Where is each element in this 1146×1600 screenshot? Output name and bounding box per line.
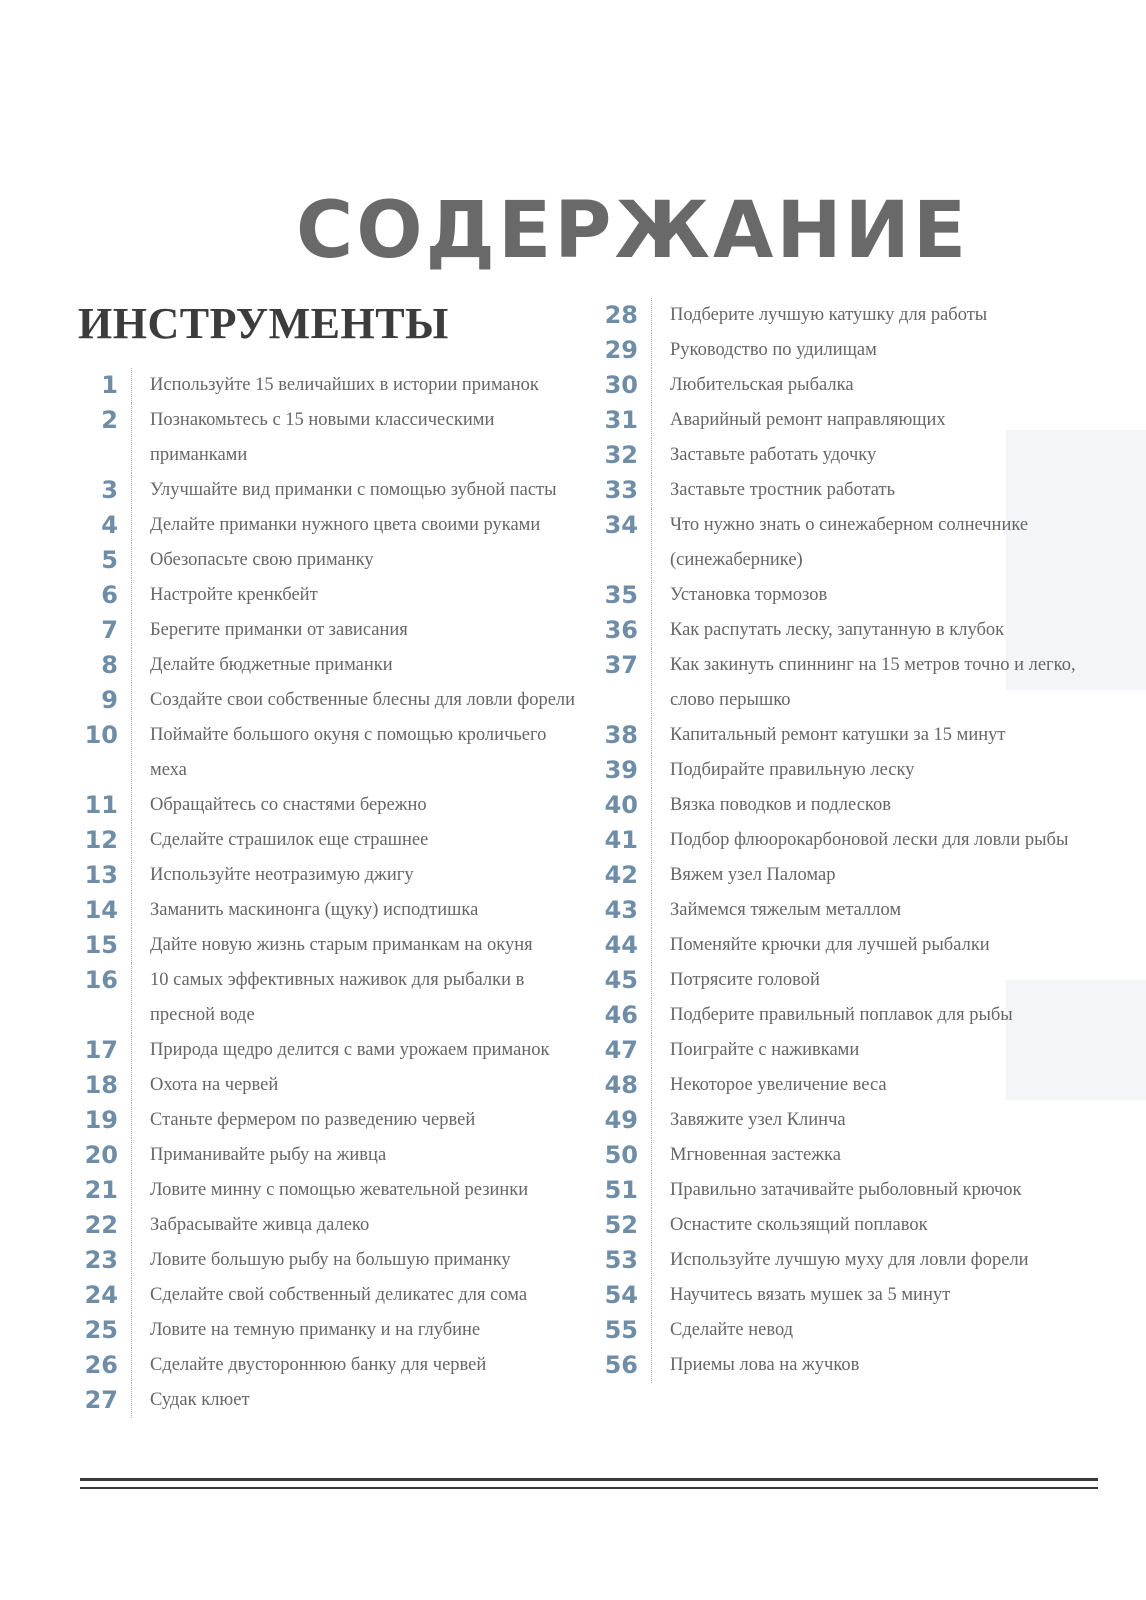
toc-entry-title: Берегите приманки от зависания (150, 620, 408, 640)
dotted-separator (131, 823, 133, 858)
toc-entry-title: 10 самых эффективных наживок для рыбалки в пресной воде (150, 970, 525, 1025)
toc-entry-title: Обезопасьте свою приманку (150, 550, 374, 570)
toc-entry-number: 42 (604, 861, 638, 889)
dotted-separator (651, 613, 653, 648)
toc-entry[interactable] (78, 718, 578, 788)
dotted-separator (651, 333, 653, 368)
toc-entry[interactable] (598, 438, 1078, 473)
toc-entry-number: 11 (84, 791, 118, 819)
toc-entry[interactable] (78, 1208, 578, 1243)
dotted-separator (131, 403, 133, 473)
toc-entry[interactable] (598, 613, 1078, 648)
toc-entry-number: 28 (604, 301, 638, 329)
toc-entry[interactable] (78, 683, 578, 718)
toc-entry[interactable] (598, 648, 1078, 718)
dotted-separator (651, 1348, 653, 1383)
dotted-separator (651, 858, 653, 893)
toc-entry-number: 20 (84, 1141, 118, 1169)
toc-entry[interactable] (598, 473, 1078, 508)
toc-entry[interactable] (598, 893, 1078, 928)
toc-entry[interactable] (78, 368, 578, 403)
toc-entry[interactable] (598, 823, 1078, 858)
toc-entry-title: Мгновенная застежка (670, 1145, 841, 1165)
toc-entry-title: Сделайте свой собственный деликатес для сома (150, 1285, 528, 1305)
dotted-separator (131, 1313, 133, 1348)
toc-entry-number: 15 (84, 931, 118, 959)
toc-entry-number: 1 (101, 371, 118, 399)
dotted-separator (131, 788, 133, 823)
dotted-separator (131, 683, 133, 718)
toc-entry[interactable] (598, 1243, 1078, 1278)
dotted-separator (651, 1313, 653, 1348)
toc-entry[interactable] (78, 578, 578, 613)
toc-entry-title: Вязка поводков и подлесков (670, 795, 891, 815)
toc-entry[interactable] (598, 1103, 1078, 1138)
toc-entry-number: 51 (604, 1176, 638, 1204)
toc-entry[interactable] (598, 1348, 1078, 1383)
toc-entry-title: Охота на червей (150, 1075, 279, 1095)
toc-entry[interactable] (598, 508, 1078, 578)
toc-entry-number: 27 (84, 1386, 118, 1414)
toc-entry[interactable] (598, 298, 1078, 333)
dotted-separator (131, 578, 133, 613)
toc-entry-title: Дайте новую жизнь старым приманкам на окуня (150, 935, 533, 955)
dotted-separator (651, 823, 653, 858)
bottom-rule-thin (80, 1487, 1098, 1489)
dotted-separator (651, 1208, 653, 1243)
toc-entry-number: 34 (604, 511, 638, 539)
dotted-separator (131, 1243, 133, 1278)
toc-entry-number: 37 (604, 651, 638, 679)
toc-entry-title: Улучшайте вид приманки с помощью зубной пасты (150, 480, 557, 500)
toc-entry[interactable] (78, 893, 578, 928)
toc-entry[interactable] (78, 1383, 578, 1418)
toc-entry[interactable] (598, 753, 1078, 788)
toc-entry-title: Подберите правильный поплавок для рыбы (670, 1005, 1013, 1025)
dotted-separator (131, 893, 133, 928)
toc-entry-number: 8 (101, 651, 118, 679)
toc-entry[interactable] (78, 823, 578, 858)
toc-left-column (78, 368, 578, 1418)
toc-entry-title: Завяжите узел Клинча (670, 1110, 846, 1130)
toc-entry-title: Судак клюет (150, 1390, 250, 1410)
toc-entry-title: Приманивайте рыбу на живца (150, 1145, 387, 1165)
toc-entry-title: Некоторое увеличение веса (670, 1075, 887, 1095)
toc-entry-title: Делайте бюджетные приманки (150, 655, 393, 675)
toc-entry-title: Сделайте невод (670, 1320, 794, 1340)
dotted-separator (131, 1208, 133, 1243)
toc-entry[interactable] (598, 1068, 1078, 1103)
toc-entry-number: 9 (101, 686, 118, 714)
toc-entry-number: 53 (604, 1246, 638, 1274)
toc-entry-title: Займемся тяжелым металлом (670, 900, 902, 920)
toc-entry-number: 31 (604, 406, 638, 434)
toc-entry-number: 32 (604, 441, 638, 469)
dotted-separator (131, 1103, 133, 1138)
dotted-separator (651, 1173, 653, 1208)
toc-entry-title: Любительская рыбалка (670, 375, 854, 395)
toc-entry-title: Подбирайте правильную леску (670, 760, 915, 780)
dotted-separator (651, 718, 653, 753)
toc-entry[interactable] (78, 928, 578, 963)
toc-entry[interactable] (598, 788, 1078, 823)
toc-entry-title: Подберите лучшую катушку для работы (670, 305, 988, 325)
toc-entry[interactable] (78, 648, 578, 683)
toc-entry[interactable] (78, 473, 578, 508)
toc-entry-title: Заставьте работать удочку (670, 445, 877, 465)
toc-entry[interactable] (598, 1033, 1078, 1068)
page-title: СОДЕРЖАНИЕ (296, 186, 970, 276)
toc-entry-title: Научитесь вязать мушек за 5 минут (670, 1285, 951, 1305)
toc-entry-number: 17 (84, 1036, 118, 1064)
toc-entry[interactable] (78, 1278, 578, 1313)
dotted-separator (131, 473, 133, 508)
toc-entry-title: Заставьте тростник работать (670, 480, 896, 500)
toc-entry-number: 10 (84, 721, 118, 749)
toc-entry-title: Сделайте страшилок еще страшнее (150, 830, 429, 850)
toc-entry-title: Заманить маскинонга (щуку) исподтишка (150, 900, 479, 920)
dotted-separator (651, 1138, 653, 1173)
dotted-separator (651, 1103, 653, 1138)
dotted-separator (651, 998, 653, 1033)
toc-entry-title: Используйте 15 величайших в истории приманок (150, 375, 539, 395)
toc-entry[interactable] (598, 1313, 1078, 1348)
toc-entry-number: 4 (101, 511, 118, 539)
dotted-separator (131, 368, 133, 403)
dotted-separator (651, 963, 653, 998)
toc-entry-number: 40 (604, 791, 638, 819)
dotted-separator (131, 648, 133, 683)
toc-entry[interactable] (78, 1138, 578, 1173)
toc-entry-title: Используйте лучшую муху для ловли форели (670, 1250, 1029, 1270)
toc-entry-title: Познакомьтесь с 15 новыми классическими приманками (150, 410, 495, 465)
toc-entry[interactable] (78, 1068, 578, 1103)
toc-entry[interactable] (78, 858, 578, 893)
toc-entry-title: Используйте неотразимую джигу (150, 865, 414, 885)
dotted-separator (131, 928, 133, 963)
toc-entry[interactable] (78, 1173, 578, 1208)
dotted-separator (131, 543, 133, 578)
toc-entry-number: 47 (604, 1036, 638, 1064)
toc-entry-title: Поиграйте с наживками (670, 1040, 860, 1060)
toc-entry[interactable] (598, 998, 1078, 1033)
toc-entry-number: 48 (604, 1071, 638, 1099)
toc-entry-title: Установка тормозов (670, 585, 828, 605)
toc-entry-title: Делайте приманки нужного цвета своими руками (150, 515, 541, 535)
toc-entry[interactable] (78, 508, 578, 543)
toc-entry[interactable] (598, 368, 1078, 403)
toc-entry[interactable] (78, 1243, 578, 1278)
toc-entry[interactable] (598, 1208, 1078, 1243)
dotted-separator (651, 788, 653, 823)
dotted-separator (131, 1348, 133, 1383)
dotted-separator (131, 508, 133, 543)
toc-entry[interactable] (598, 858, 1078, 893)
toc-entry-number: 26 (84, 1351, 118, 1379)
toc-entry-title: Приемы лова на жучков (670, 1355, 860, 1375)
toc-entry-title: Сделайте двустороннюю банку для червей (150, 1355, 487, 1375)
toc-entry-title: Ловите большую рыбу на большую приманку (150, 1250, 511, 1270)
toc-entry-number: 18 (84, 1071, 118, 1099)
dotted-separator (651, 438, 653, 473)
toc-entry-title: Как распутать леску, запутанную в клубок (670, 620, 1005, 640)
toc-entry[interactable] (598, 333, 1078, 368)
toc-entry[interactable] (598, 1173, 1078, 1208)
toc-entry-title: Ловите на темную приманку и на глубине (150, 1320, 481, 1340)
toc-entry-number: 39 (604, 756, 638, 784)
toc-entry-number: 50 (604, 1141, 638, 1169)
dotted-separator (131, 858, 133, 893)
toc-entry[interactable] (598, 403, 1078, 438)
toc-entry-number: 43 (604, 896, 638, 924)
toc-entry[interactable] (78, 1313, 578, 1348)
toc-entry-number: 29 (604, 336, 638, 364)
toc-entry-number: 52 (604, 1211, 638, 1239)
toc-entry-title: Настройте кренкбейт (150, 585, 318, 605)
dotted-separator (131, 1033, 133, 1068)
dotted-separator (651, 1243, 653, 1278)
toc-entry-number: 12 (84, 826, 118, 854)
toc-entry-number: 35 (604, 581, 638, 609)
toc-entry-title: Обращайтесь со снастями бережно (150, 795, 427, 815)
dotted-separator (651, 1278, 653, 1313)
dotted-separator (651, 578, 653, 613)
dotted-separator (131, 1138, 133, 1173)
toc-entry-title: Оснастите скользящий поплавок (670, 1215, 928, 1235)
toc-entry-title: Природа щедро делится с вами урожаем приманок (150, 1040, 550, 1060)
toc-entry-title: Ловите минну с помощью жевательной резинки (150, 1180, 529, 1200)
dotted-separator (131, 1383, 133, 1418)
toc-entry-number: 36 (604, 616, 638, 644)
toc-entry-number: 44 (604, 931, 638, 959)
toc-entry-number: 33 (604, 476, 638, 504)
toc-entry-number: 2 (101, 406, 118, 434)
toc-entry-title: Аварийный ремонт направляющих (670, 410, 946, 430)
toc-entry[interactable] (78, 1348, 578, 1383)
toc-entry[interactable] (78, 613, 578, 648)
toc-entry-title: Создайте свои собственные блесны для ловли форели (150, 690, 576, 710)
toc-entry[interactable] (598, 1278, 1078, 1313)
toc-right-column (598, 298, 1078, 1383)
toc-entry-number: 5 (101, 546, 118, 574)
dotted-separator (651, 648, 653, 718)
toc-entry-number: 41 (604, 826, 638, 854)
toc-entry-number: 54 (604, 1281, 638, 1309)
toc-entry[interactable] (78, 1033, 578, 1068)
toc-entry[interactable] (78, 403, 578, 473)
toc-entry-number: 16 (84, 966, 118, 994)
toc-entry-number: 49 (604, 1106, 638, 1134)
toc-entry[interactable] (598, 928, 1078, 963)
toc-entry-number: 30 (604, 371, 638, 399)
dotted-separator (131, 718, 133, 788)
dotted-separator (651, 928, 653, 963)
toc-entry-title: Станьте фермером по разведению червей (150, 1110, 476, 1130)
toc-entry-number: 24 (84, 1281, 118, 1309)
dotted-separator (131, 613, 133, 648)
dotted-separator (651, 298, 653, 333)
toc-entry-number: 46 (604, 1001, 638, 1029)
toc-entry-number: 13 (84, 861, 118, 889)
toc-entry-number: 3 (101, 476, 118, 504)
toc-entry-number: 22 (84, 1211, 118, 1239)
toc-entry-number: 14 (84, 896, 118, 924)
dotted-separator (131, 963, 133, 1033)
dotted-separator (651, 893, 653, 928)
dotted-separator (131, 1173, 133, 1208)
toc-entry-number: 25 (84, 1316, 118, 1344)
toc-entry-number: 38 (604, 721, 638, 749)
toc-entry[interactable] (78, 1103, 578, 1138)
toc-entry-title: Поменяйте крючки для лучшей рыбалки (670, 935, 990, 955)
dotted-separator (651, 753, 653, 788)
toc-entry-number: 56 (604, 1351, 638, 1379)
toc-entry-title: Капитальный ремонт катушки за 15 минут (670, 725, 1006, 745)
dotted-separator (651, 473, 653, 508)
toc-entry[interactable] (78, 963, 578, 1033)
toc-entry[interactable] (598, 963, 1078, 998)
toc-entry[interactable] (78, 788, 578, 823)
toc-entry-title: Забрасывайте живца далеко (150, 1215, 370, 1235)
toc-entry-number: 19 (84, 1106, 118, 1134)
toc-entry-number: 21 (84, 1176, 118, 1204)
dotted-separator (131, 1278, 133, 1313)
toc-entry-number: 45 (604, 966, 638, 994)
dotted-separator (651, 368, 653, 403)
toc-entry-title: Что нужно знать о синежаберном солнечнике (синежабернике) (670, 515, 1029, 570)
toc-entry-title: Правильно затачивайте рыболовный крючок (670, 1180, 1022, 1200)
toc-entry-number: 6 (101, 581, 118, 609)
toc-entry[interactable] (598, 1138, 1078, 1173)
bottom-rule-thick (80, 1478, 1098, 1481)
toc-entry-number: 23 (84, 1246, 118, 1274)
dotted-separator (651, 1033, 653, 1068)
toc-entry-title: Вяжем узел Паломар (670, 865, 836, 885)
dotted-separator (651, 508, 653, 578)
section-title: ИНСТРУМЕНТЫ (78, 299, 449, 348)
toc-entry-number: 7 (101, 616, 118, 644)
dotted-separator (651, 403, 653, 438)
toc-entry-title: Поймайте большого окуня с помощью кроличьего меха (150, 725, 547, 780)
toc-entry-title: Потрясите головой (670, 970, 820, 990)
toc-entry[interactable] (598, 578, 1078, 613)
toc-entry[interactable] (598, 718, 1078, 753)
dotted-separator (651, 1068, 653, 1103)
toc-entry-title: Подбор флюорокарбоновой лески для ловли рыбы (670, 830, 1069, 850)
dotted-separator (131, 1068, 133, 1103)
toc-entry-title: Как закинуть спиннинг на 15 метров точно и легко, слово перышко (670, 655, 1076, 710)
toc-entry-title: Руководство по удилищам (670, 340, 877, 360)
toc-entry-number: 55 (604, 1316, 638, 1344)
toc-entry[interactable] (78, 543, 578, 578)
